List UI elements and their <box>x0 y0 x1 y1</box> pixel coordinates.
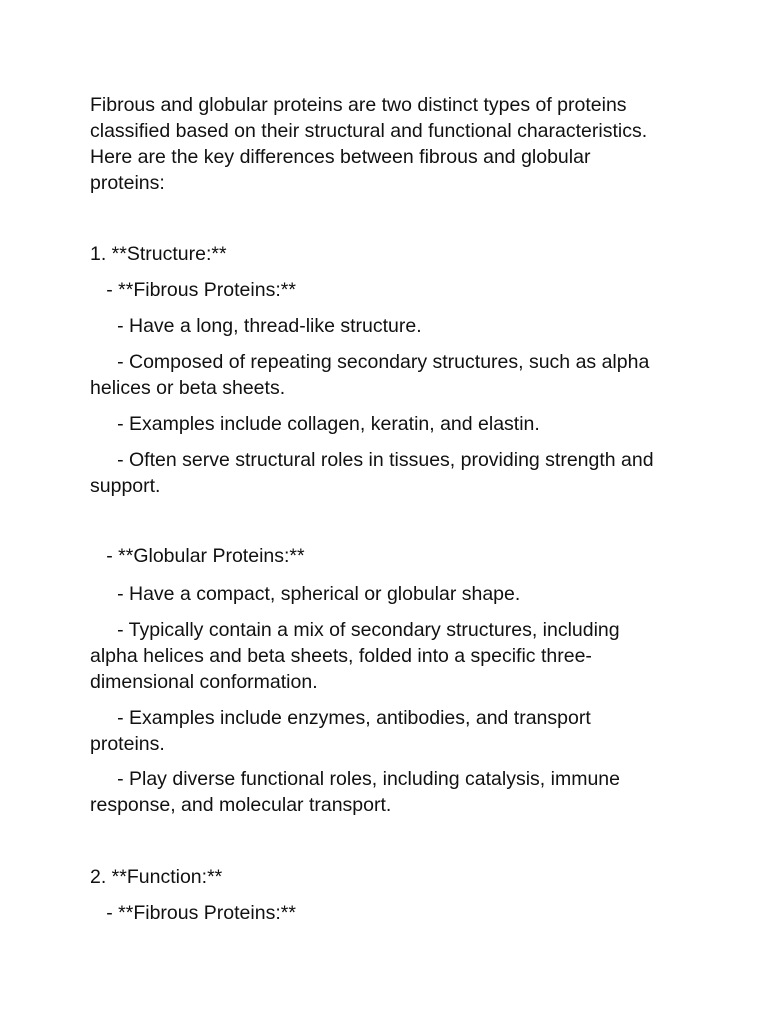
intro-line-2: classified based on their structural and functional characteristics. <box>90 120 648 142</box>
globular-item-4-line-2: response, and molecular transport. <box>90 794 392 816</box>
fibrous-item-4-line-1: - Often serve structural roles in tissues, providing strength and <box>90 449 654 471</box>
globular-item-2-line-3: dimensional conformation. <box>90 671 318 693</box>
globular-item-3-line-2: proteins. <box>90 733 165 755</box>
intro-line-1: Fibrous and globular proteins are two distinct types of proteins <box>90 94 627 116</box>
fibrous-item-2-line-1: - Composed of repeating secondary structures, such as alpha <box>90 351 650 373</box>
section1-fibrous-label: - **Fibrous Proteins:** <box>90 279 296 301</box>
globular-item-4-line-1: - Play diverse functional roles, including catalysis, immune <box>90 768 620 790</box>
globular-item-3-line-1: - Examples include enzymes, antibodies, and transport <box>90 707 591 729</box>
intro-line-4: proteins: <box>90 172 165 194</box>
section1-globular-label: - **Globular Proteins:** <box>90 545 305 567</box>
fibrous-item-3-line-1: - Examples include collagen, keratin, and elastin. <box>90 413 540 435</box>
section2-fibrous-label: - **Fibrous Proteins:** <box>90 902 296 924</box>
section2-heading: 2. **Function:** <box>90 866 223 888</box>
fibrous-item-4-line-2: support. <box>90 475 161 497</box>
section1-heading: 1. **Structure:** <box>90 243 227 265</box>
globular-item-1-line-1: - Have a compact, spherical or globular shape. <box>90 583 521 605</box>
intro-line-3: Here are the key differences between fibrous and globular <box>90 146 591 168</box>
globular-item-2-line-2: alpha helices and beta sheets, folded into a specific three- <box>90 645 592 667</box>
globular-item-2-line-1: - Typically contain a mix of secondary structures, including <box>90 619 620 641</box>
fibrous-item-2-line-2: helices or beta sheets. <box>90 377 286 399</box>
fibrous-item-1-line-1: - Have a long, thread-like structure. <box>90 315 422 337</box>
